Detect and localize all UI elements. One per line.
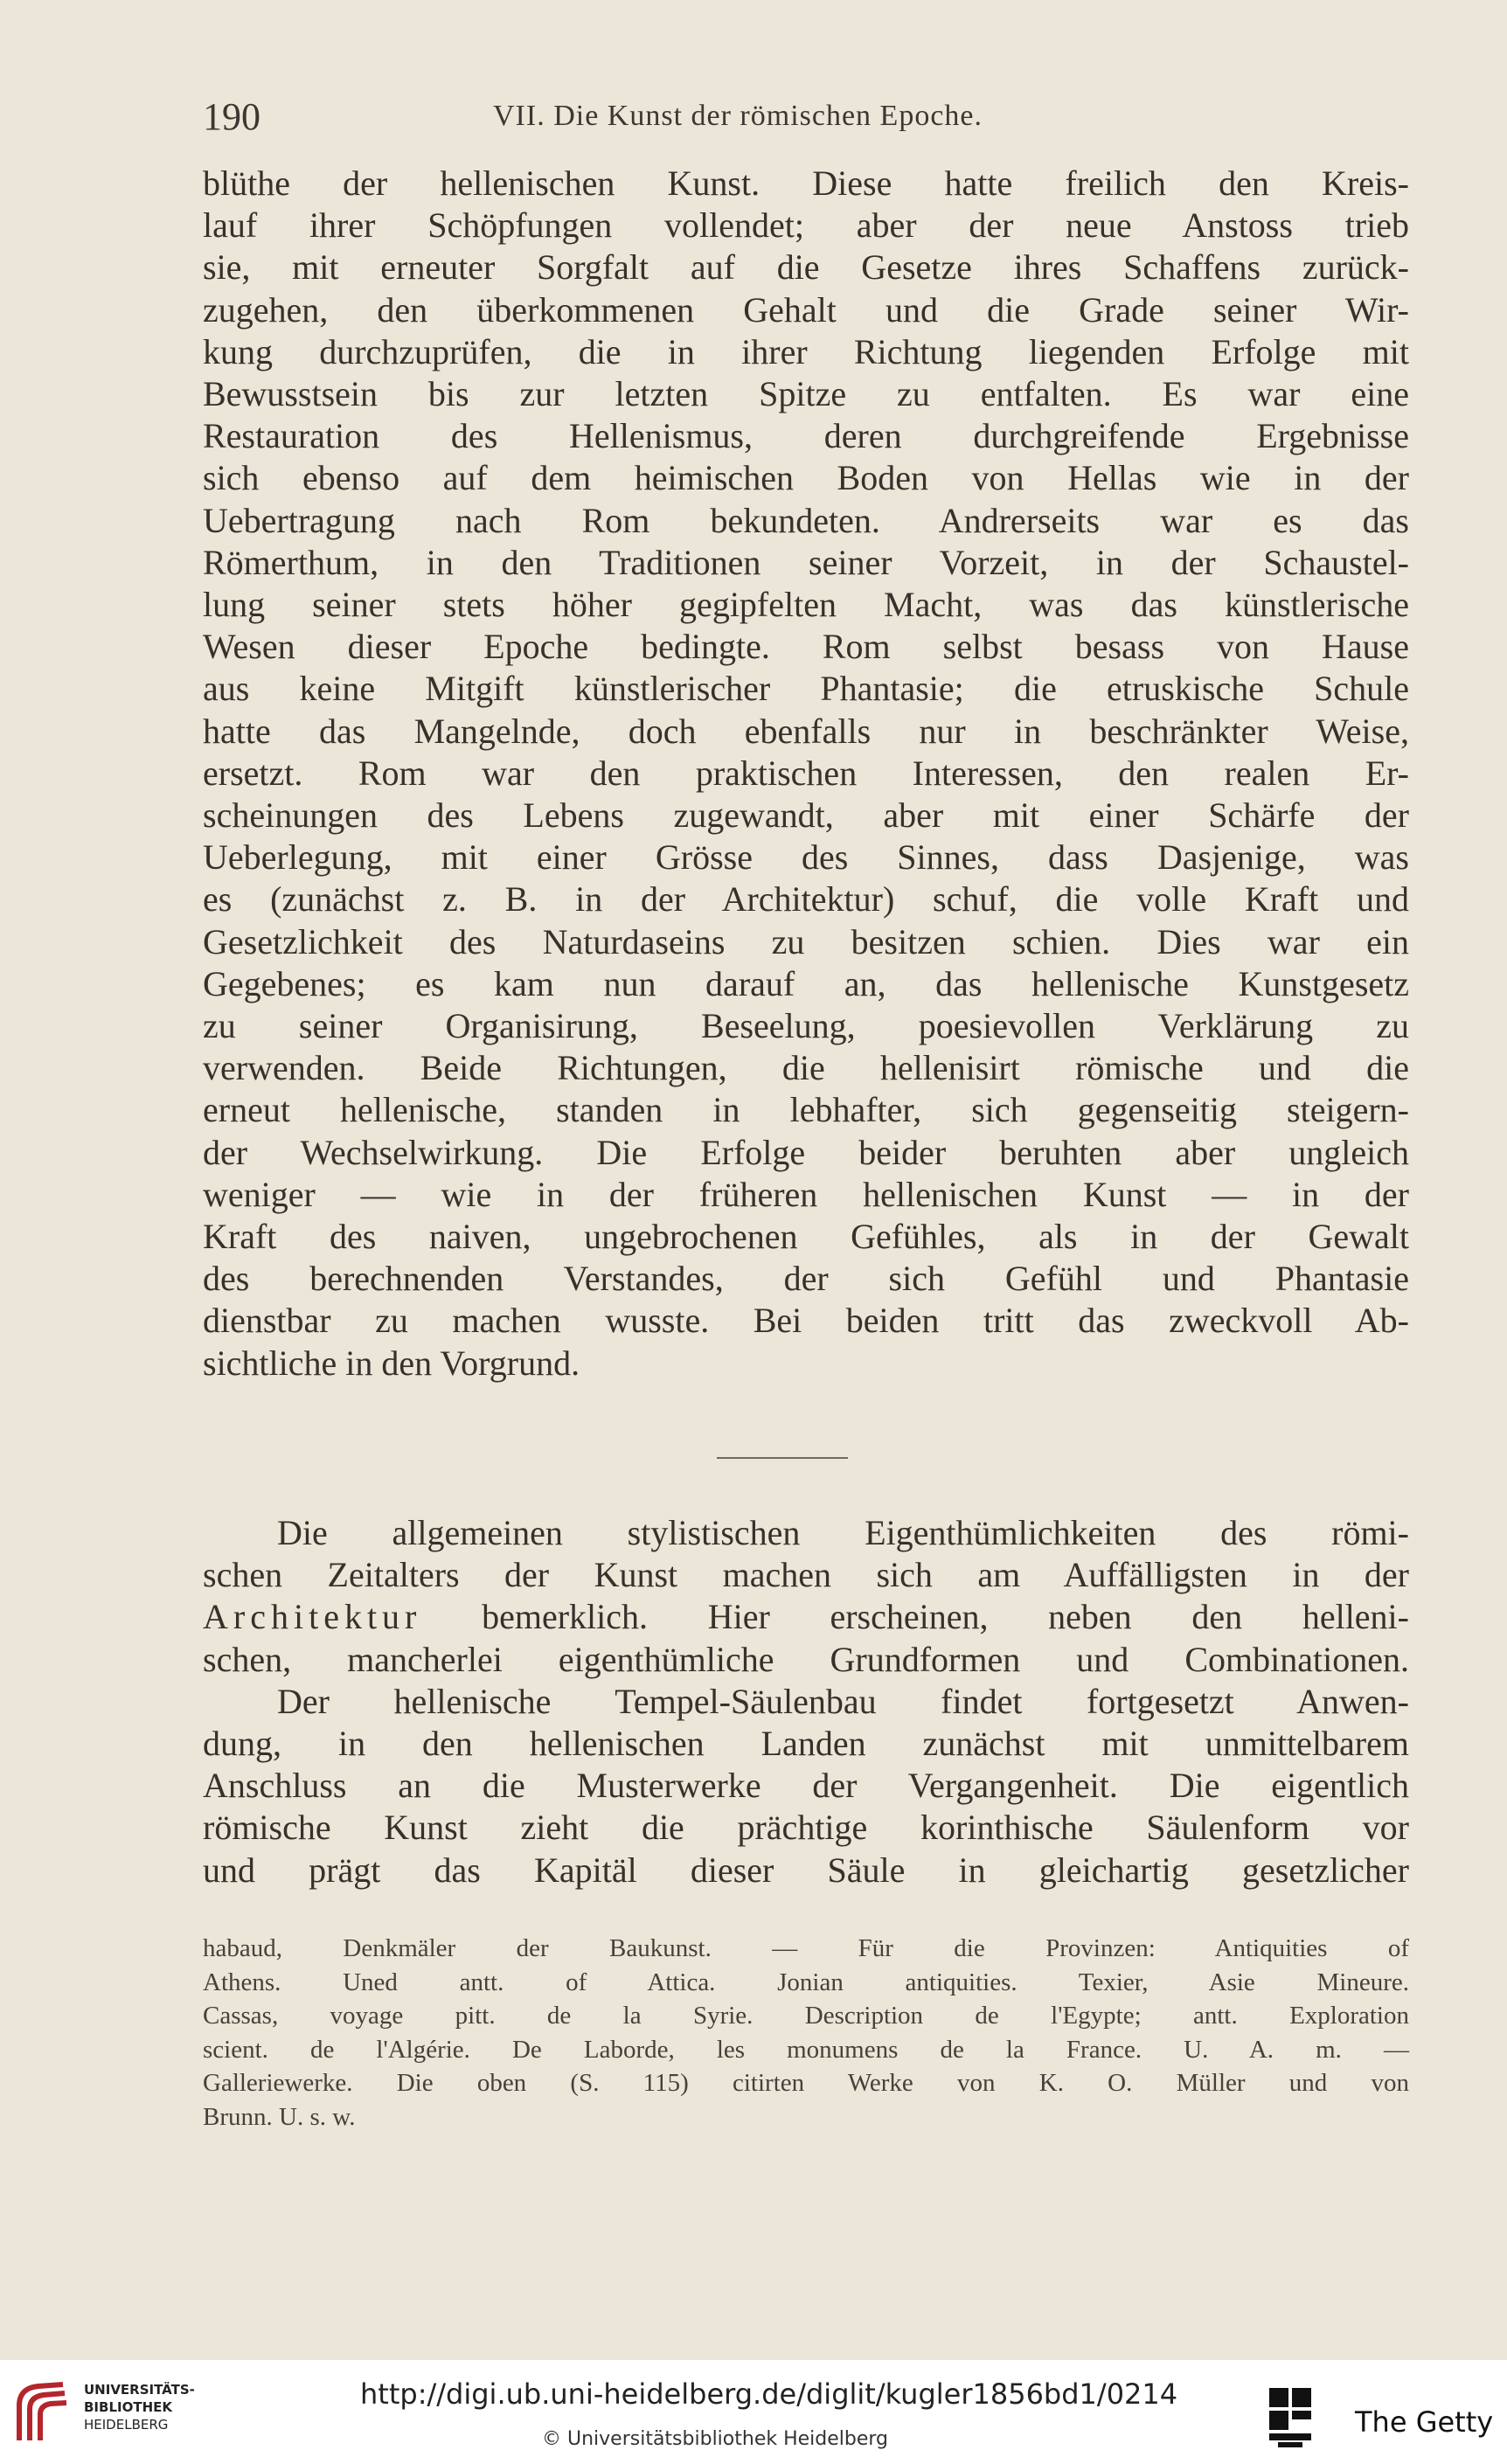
page-header: [203, 94, 1409, 147]
footnote-line: Galleriewerke. Die oben (S. 115) citirten Werke von K. O. Müller und von: [203, 2069, 1409, 2097]
text-line: Anschluss an die Musterwerke der Vergangenheit. Die eigentlich: [203, 1766, 1409, 1806]
text-line: Restauration des Hellenismus, deren durchgreifende Ergebnisse: [203, 416, 1409, 456]
paragraph-1: [203, 163, 1409, 1385]
text-line: schen, mancherlei eigenthümliche Grundformen und Combinationen.: [203, 1639, 1409, 1679]
text-line: sichtliche in den Vorgrund.: [203, 1343, 580, 1383]
section-divider: [717, 1457, 848, 1459]
text-line: [203, 1596, 1409, 1638]
text-line: lauf ihrer Schöpfungen vollendet; aber der neue Anstoss trieb: [203, 205, 1409, 246]
text-line: Gegebenes; es kam nun darauf an, das hellenische Kunstgesetz: [203, 963, 1409, 1003]
text-line: weniger — wie in der früheren hellenischen Kunst — in der: [203, 1174, 1409, 1214]
running-title: VII. Die Kunst der römischen Epoche.: [493, 100, 983, 132]
text-line: Gesetzlichkeit des Naturdaseins zu besitzen schien. Dies war ein: [203, 921, 1409, 961]
footnote-line: scient. de l'Algérie. De Laborde, les monumens de la France. U. A. m. —: [203, 2035, 1409, 2064]
footnote-line: habaud, Denkmäler der Baukunst. — Für die Provinzen: Antiquities of: [203, 1934, 1409, 1962]
footnote-line: Cassas, voyage pitt. de la Syrie. Description de l'Egypte; antt. Exploration: [203, 2002, 1409, 2030]
text-line: römische Kunst zieht die prächtige korinthische Säulenform vor: [203, 1808, 1409, 1848]
text-line: scheinungen des Lebens zugewandt, aber mit einer Schärfe der: [203, 795, 1409, 836]
text-line: zu seiner Organisirung, Beseelung, poesievollen Verklärung zu: [203, 1006, 1409, 1046]
paragraph-2: [203, 1512, 1409, 1891]
text-line: Der hellenische Tempel-Säulenbau findet fortgesetzt Anwen-: [277, 1681, 1409, 1721]
text-line: lung seiner stets höher gegipfelten Macht, was das künstlerische: [203, 585, 1409, 625]
text-line: erneut hellenische, standen in lebhafter, sich gegenseitig steigern-: [203, 1090, 1409, 1130]
getty-credit: The Getty: [1355, 2405, 1494, 2439]
text-line: blüthe der hellenischen Kunst. Diese hatte freilich den Kreis-: [203, 163, 1409, 203]
text-line: sich ebenso auf dem heimischen Boden von Hellas wie in der: [203, 458, 1409, 498]
text-line: Kraft des naiven, ungebrochenen Gefühles, als in der Gewalt: [203, 1217, 1409, 1257]
text-line: Römerthum, in den Traditionen seiner Vorzeit, in der Schaustel-: [203, 542, 1409, 582]
copyright-notice: © Universitätsbibliothek Heidelberg: [542, 2428, 889, 2450]
footnote-line: Athens. Uned antt. of Attica. Jonian antiquities. Texier, Asie Mineure.: [203, 1968, 1409, 1996]
text-line: Uebertragung nach Rom bekundeten. Andrerseits war es das: [203, 500, 1409, 540]
text-line: zugehen, den überkommenen Gehalt und die Grade seiner Wir-: [203, 289, 1409, 330]
text-line: hatte das Mangelnde, doch ebenfalls nur in beschränkter Weise,: [203, 711, 1409, 751]
text-line: Die allgemeinen stylistischen Eigenthümlichkeiten des römi-: [277, 1513, 1409, 1552]
text-line: der Wechselwirkung. Die Erfolge beider beruhten aber ungleich: [203, 1132, 1409, 1172]
text-line: des berechnenden Verstandes, der sich Gefühl und Phantasie: [203, 1259, 1409, 1299]
permalink-link[interactable]: http://digi.ub.uni-heidelberg.de/diglit/kugler1856bd1/0214: [360, 2377, 1178, 2411]
library-logo-icon: [12, 2379, 73, 2447]
getty-logo-icon: [1266, 2384, 1318, 2451]
text-line: Bewusstsein bis zur letzten Spitze zu entfalten. Es war eine: [203, 374, 1409, 414]
text-line: kung durchzuprüfen, die in ihrer Richtung liegenden Erfolge mit: [203, 331, 1409, 371]
footnote: [203, 1932, 1409, 2134]
text-line: ersetzt. Rom war den praktischen Interessen, den realen Er-: [203, 753, 1409, 793]
library-name: UNIVERSITÄTS- BIBLIOTHEK HEIDELBERG: [84, 2382, 195, 2433]
text-line: verwenden. Beide Richtungen, die hellenisirt römische und die: [203, 1048, 1409, 1088]
digitization-footer: [0, 2360, 1507, 2464]
text-line: es (zunächst z. B. in der Architektur) schuf, die volle Kraft und: [203, 879, 1409, 920]
text-line: Ueberlegung, mit einer Grösse des Sinnes, dass Dasjenige, was: [203, 837, 1409, 878]
text-line-rest: bemerklich. Hier erscheinen, neben den helleni-: [421, 1597, 1409, 1637]
text-line: Wesen dieser Epoche bedingte. Rom selbst besass von Hause: [203, 627, 1409, 667]
text-line: dung, in den hellenischen Landen zunächst mit unmittelbarem: [203, 1724, 1409, 1764]
text-line: und prägt das Kapitäl dieser Säule in gleichartig gesetzlicher: [203, 1850, 1409, 1890]
page-number: 190: [203, 95, 260, 138]
text-line: aus keine Mitgift künstlerischer Phantasie; die etruskische Schule: [203, 669, 1409, 709]
text-line: dienstbar zu machen wusste. Bei beiden tritt das zweckvoll Ab-: [203, 1301, 1409, 1341]
text-line: schen Zeitalters der Kunst machen sich am Auffälligsten in der: [203, 1555, 1409, 1595]
text-line: sie, mit erneuter Sorgfalt auf die Gesetze ihres Schaffens zurück-: [203, 247, 1409, 288]
footnote-line: Brunn. U. s. w.: [203, 2102, 356, 2131]
emphasized-term: Architektur: [203, 1597, 422, 1637]
